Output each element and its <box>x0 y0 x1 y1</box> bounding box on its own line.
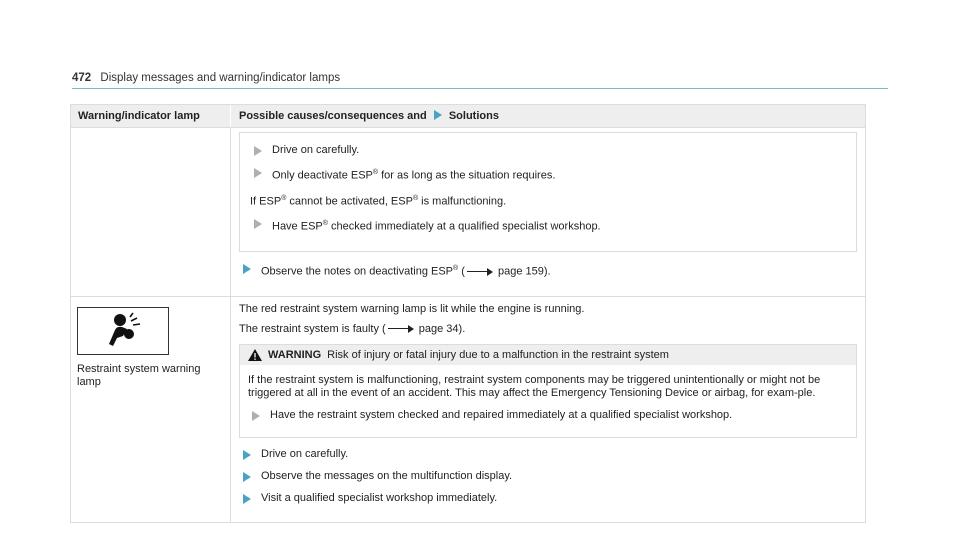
bullet-arrow-icon <box>254 219 262 229</box>
warning-box <box>239 344 857 438</box>
page-link[interactable]: page 34). <box>415 322 466 335</box>
page-link[interactable]: page 159). <box>494 265 551 278</box>
bullet-arrow-icon <box>254 168 262 178</box>
restraint-system-lamp-icon-box <box>77 307 169 355</box>
bullet-text: Only deactivate ESP® for as long as the situation requires. <box>272 169 556 182</box>
bullet-arrow-icon <box>243 472 251 482</box>
page-section-title: Display messages and warning/indicator lamps <box>100 72 341 84</box>
bullet-arrow-icon <box>254 146 262 156</box>
bullet-arrow-icon <box>243 494 251 504</box>
column-header-lamp: Warning/indicator lamp <box>71 105 231 127</box>
esp-inner-box <box>239 132 857 252</box>
table-row <box>71 296 865 522</box>
lamp-cell-empty <box>71 128 231 296</box>
bullet-text: Have the restraint system checked and repaired immediately at a qualified specialist workshop. <box>270 408 733 421</box>
warning-body <box>240 365 856 437</box>
page-header <box>72 72 340 84</box>
list-item <box>239 262 857 279</box>
warning-title: WARNING <box>268 348 322 361</box>
column-header-causes <box>231 105 865 127</box>
list-item <box>250 166 846 183</box>
bullet-text: Drive on carefully. <box>261 447 349 460</box>
table-row <box>71 127 865 296</box>
bullet-arrow-icon <box>252 411 260 421</box>
bullet-arrow-icon <box>243 264 251 274</box>
bullet-text: Drive on carefully. <box>272 144 360 156</box>
header-divider <box>72 88 888 89</box>
page-number: 472 <box>72 72 92 84</box>
bullet-text: Have ESP® checked immediately at a qualified specialist workshop. <box>272 220 601 233</box>
bullet-text: Visit a qualified specialist workshop immediately. <box>261 491 498 504</box>
solutions-cell <box>231 128 865 296</box>
warning-triangle-icon <box>248 349 262 361</box>
esp-malfunction-text: If ESP® cannot be activated, ESP® is malfunctioning. <box>250 194 507 208</box>
bullet-text: Observe the messages on the multifunction display. <box>261 469 513 482</box>
page-reference-arrow-icon <box>467 268 493 276</box>
warning-header <box>240 345 856 365</box>
list-item <box>239 448 857 461</box>
lamp-cell <box>71 297 231 522</box>
column-header-causes-label: Possible causes/consequences and <box>239 110 427 122</box>
table-header-row <box>71 105 865 127</box>
lamp-description: The red restraint system warning lamp is lit while the engine is running. <box>239 302 585 315</box>
warning-subtitle: Risk of injury or fatal injury due to a malfunction in the restraint system <box>327 348 669 361</box>
bullet-arrow-icon <box>243 450 251 460</box>
list-item <box>250 217 846 234</box>
restraint-system-icon <box>103 312 143 350</box>
bullet-text: Observe the notes on deactivating ESP® ( page 159). <box>261 264 551 278</box>
page-reference-arrow-icon <box>388 325 414 333</box>
solutions-cell <box>231 297 865 522</box>
fault-text: The restraint system is faulty ( page 34). <box>239 322 466 335</box>
warning-text: If the restraint system is malfunctioning, restraint system components may be triggered unintentionally or might not be triggered at all in the event of an accident. This may affect the Emergency Tensioning Device or airbag, for exam-ple. <box>248 373 821 399</box>
lamp-label: Restraint system warning lamp <box>77 362 201 388</box>
play-arrow-icon <box>434 110 442 120</box>
list-item <box>250 144 846 157</box>
warning-lamp-table <box>70 104 866 523</box>
list-item <box>239 492 857 505</box>
list-item <box>239 470 857 483</box>
column-header-solutions-label: Solutions <box>448 110 499 122</box>
list-item <box>248 409 848 422</box>
